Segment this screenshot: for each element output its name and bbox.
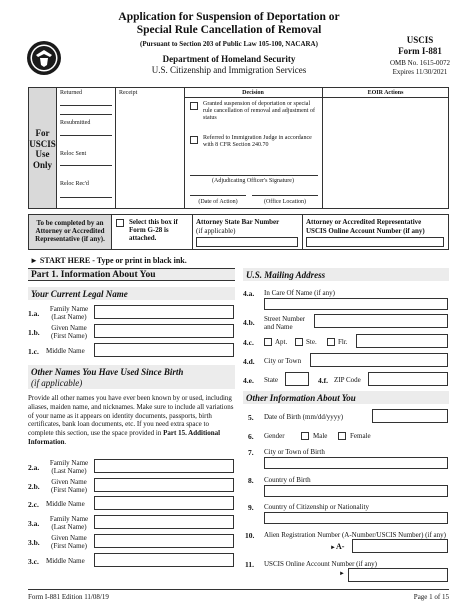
g28-checkbox[interactable] — [116, 219, 124, 227]
q3a-family-name-input[interactable] — [94, 515, 234, 529]
start-here — [30, 256, 187, 266]
q2b-label: Given Name (First Name) — [51, 478, 87, 494]
q5-dob-input[interactable] — [372, 409, 448, 423]
other-info-header: Other Information About You — [246, 393, 356, 403]
q4c-number: 4.c. — [243, 338, 254, 347]
ste-checkbox[interactable] — [295, 338, 303, 346]
q2c-middle-name-input[interactable] — [94, 496, 234, 510]
q11-account-number-input[interactable] — [348, 568, 448, 582]
q9-number: 9. — [248, 503, 254, 512]
q10-number: 10. — [245, 531, 255, 540]
resubmitted-label: Resubmitted — [60, 120, 91, 126]
g28-text: Select this box if Form G-28 is attached. — [129, 218, 178, 242]
dhs-seal — [26, 40, 62, 76]
decision-header: Decision — [242, 90, 264, 96]
q6-number: 6. — [248, 432, 254, 441]
q4d-number: 4.d. — [243, 357, 255, 366]
q1b-given-name-input[interactable] — [94, 324, 234, 338]
q1c-number: 1.c. — [28, 347, 39, 356]
instructions-part15: Part 15. Additional Information — [28, 429, 221, 446]
expiration-date: Expires 11/30/2021 — [392, 68, 448, 76]
q2b-given-name-input[interactable] — [94, 478, 234, 492]
q4a-care-of-input[interactable] — [264, 298, 448, 310]
q4e-number: 4.e. — [243, 376, 254, 385]
date-of-action-label: (Date of Action) — [198, 199, 238, 205]
q2c-label: Middle Name — [46, 500, 85, 508]
bar-number-sub: (if applicable) — [196, 227, 236, 235]
q2a-family-name-input[interactable] — [94, 459, 234, 473]
form-id: Form I-881 — [398, 46, 442, 56]
a-number-prefix-text: A- — [335, 542, 345, 551]
q4b-street-input[interactable] — [314, 314, 448, 328]
q2c-number: 2.c. — [28, 500, 39, 509]
q3a-label: Family Name (Last Name) — [49, 515, 89, 531]
q4b-number: 4.b. — [243, 318, 255, 327]
department-name: Department of Homeland Security — [162, 54, 296, 64]
attorney-label: To be completed by an Attorney or Accredited Representative (if any). — [35, 219, 105, 243]
q4e-label: State — [264, 376, 278, 384]
form-agency: USCIS — [406, 35, 434, 45]
q2a-label: Family Name (Last Name) — [49, 459, 89, 475]
q2b-number: 2.b. — [28, 482, 40, 491]
q1b-label: Given Name (First Name) — [51, 324, 87, 340]
gender-male-label: Male — [313, 432, 328, 440]
q8-country-of-birth-input[interactable] — [264, 485, 448, 497]
q1a-number: 1.a. — [28, 309, 40, 318]
arrow-right-icon: ► — [339, 571, 345, 577]
q4e-state-select[interactable] — [285, 372, 309, 386]
q4f-zip-input[interactable] — [368, 372, 448, 386]
decision-referred-text: Referred to Immigration Judge in accordance with 8 CFR Section 240.70 — [203, 135, 312, 148]
q4d-label: City or Town — [264, 357, 302, 365]
reloc-sent-label: Reloc Sent — [60, 151, 87, 157]
instructions-text: Provide all other names you have ever been known by or used, including aliases, maiden name, and nicknames. Make sure to include all variations of your name as it appears on identity documents, passports, birth certificates, bank loan documents, etc. If you need extra space to complete this section, use the space provided in — [28, 394, 234, 438]
a-number-prefix — [330, 542, 344, 551]
q3b-label: Given Name (First Name) — [51, 534, 87, 550]
rep-account-label-1: Attorney or Accredited Representative — [306, 218, 422, 226]
form-subtitle: (Pursuant to Section 203 of Public Law 105-100, NACARA) — [140, 40, 318, 48]
q4b-label: Street Number and Name — [264, 315, 306, 331]
gender-female-checkbox[interactable] — [338, 432, 346, 440]
q7-number: 7. — [248, 448, 254, 457]
eoir-header: EOIR Actions — [367, 90, 404, 96]
q4d-city-input[interactable] — [310, 353, 448, 367]
q8-number: 8. — [248, 476, 254, 485]
q4a-number: 4.a. — [243, 289, 255, 298]
apt-label: Apt. — [275, 338, 288, 346]
footer-page: Page 1 of 15 — [413, 593, 449, 601]
side-label-1: USCIS — [29, 138, 56, 149]
side-label-3: Only — [32, 159, 52, 170]
agency-name: U.S. Citizenship and Immigration Services — [151, 65, 307, 75]
start-here-text: START HERE - Type or print in black ink. — [39, 256, 187, 265]
gender-female-label: Female — [350, 432, 371, 440]
flr-label: Flr. — [338, 338, 348, 346]
q3a-number: 3.a. — [28, 519, 40, 528]
q3b-given-name-input[interactable] — [94, 534, 234, 548]
q10-a-number-input[interactable] — [352, 539, 448, 553]
gender-male-checkbox[interactable] — [301, 432, 309, 440]
omb-number: OMB No. 1615-0072 — [389, 59, 451, 67]
part1-title: Part 1. Information About You — [31, 270, 156, 280]
q1c-middle-name-input[interactable] — [94, 343, 234, 357]
q9-label: Country of Citizenship or Nationality — [264, 503, 369, 511]
q3c-middle-name-input[interactable] — [94, 553, 234, 567]
bar-number-input[interactable] — [196, 237, 298, 247]
q6-label: Gender — [264, 432, 285, 440]
q11-label: USCIS Online Account Number (if any) — [264, 560, 377, 568]
decision-granted-text: Granted suspension of deportation or special rule cancellation of removal and adjustment of status — [203, 101, 315, 121]
other-names-header: Other Names You Have Used Since Birth — [31, 367, 184, 377]
decision-granted-checkbox[interactable] — [190, 102, 198, 110]
q1b-number: 1.b. — [28, 328, 40, 337]
q7-label: City or Town of Birth — [264, 448, 325, 456]
mailing-header: U.S. Mailing Address — [246, 270, 326, 280]
apt-checkbox[interactable] — [264, 338, 272, 346]
q4a-label: In Care Of Name (if any) — [264, 289, 335, 297]
receipt-label: Receipt — [119, 90, 138, 96]
q3c-number: 3.c. — [28, 557, 39, 566]
q1a-family-name-input[interactable] — [94, 305, 234, 319]
q5-label: Date of Birth (mm/dd/yyyy) — [264, 413, 344, 421]
q7-city-of-birth-input[interactable] — [264, 457, 448, 469]
q4f-number: 4.f. — [318, 376, 328, 385]
arrow-right-icon: ► — [330, 545, 336, 551]
q2a-number: 2.a. — [28, 463, 40, 472]
title-line2: Special Rule Cancellation of Removal — [136, 24, 322, 36]
uscis-side-label — [29, 128, 56, 170]
title-line1: Application for Suspension of Deportation or — [118, 11, 340, 23]
form-title — [98, 11, 360, 37]
q3b-number: 3.b. — [28, 538, 40, 547]
q11-number: 11. — [245, 560, 254, 569]
office-location-label: (Office Location) — [263, 199, 307, 205]
q1c-label: Middle Name — [46, 347, 85, 355]
arrow-right-icon: ► — [30, 256, 38, 265]
q1a-label: Family Name (Last Name) — [49, 305, 89, 321]
q4c-unit-input[interactable] — [356, 334, 448, 348]
legal-name-header: Your Current Legal Name — [31, 289, 128, 299]
reloc-recd-label: Reloc Rec'd — [60, 181, 89, 187]
decision-referred-checkbox[interactable] — [190, 136, 198, 144]
q9-citizenship-input[interactable] — [264, 512, 448, 524]
rep-account-input[interactable] — [306, 237, 444, 247]
q3c-label: Middle Name — [46, 557, 85, 565]
q5-number: 5. — [248, 413, 254, 422]
ste-label: Ste. — [306, 338, 317, 346]
q10-label: Alien Registration Number (A-Number/USCIS Number) (if any) — [264, 531, 446, 539]
bar-number-label: Attorney State Bar Number — [196, 218, 280, 226]
officer-signature-label: (Adjudicating Officer's Signature) — [212, 178, 294, 184]
side-label-0: For — [35, 128, 50, 138]
footer-edition: Form I-881 Edition 11/08/19 — [28, 593, 109, 601]
other-names-sub: (if applicable) — [31, 378, 83, 388]
rep-account-label-2: USCIS Online Account Number (if any) — [306, 227, 425, 235]
q4f-label: ZIP Code — [334, 376, 361, 384]
q8-label: Country of Birth — [264, 476, 311, 484]
side-label-2: Use — [35, 149, 50, 159]
flr-checkbox[interactable] — [327, 338, 335, 346]
returned-label: Returned — [60, 90, 82, 96]
other-names-instructions: Provide all other names you have ever been known by or used, including aliases, maiden name, and nicknames. Make sure to include all variations of your name as it appears on identity documents, passports, birth certificates, bank loan documents, etc. If you need extra space to complete this section, use the space provided in Part 15. Additional Information. — [28, 394, 234, 446]
q11-arrow — [339, 571, 345, 577]
